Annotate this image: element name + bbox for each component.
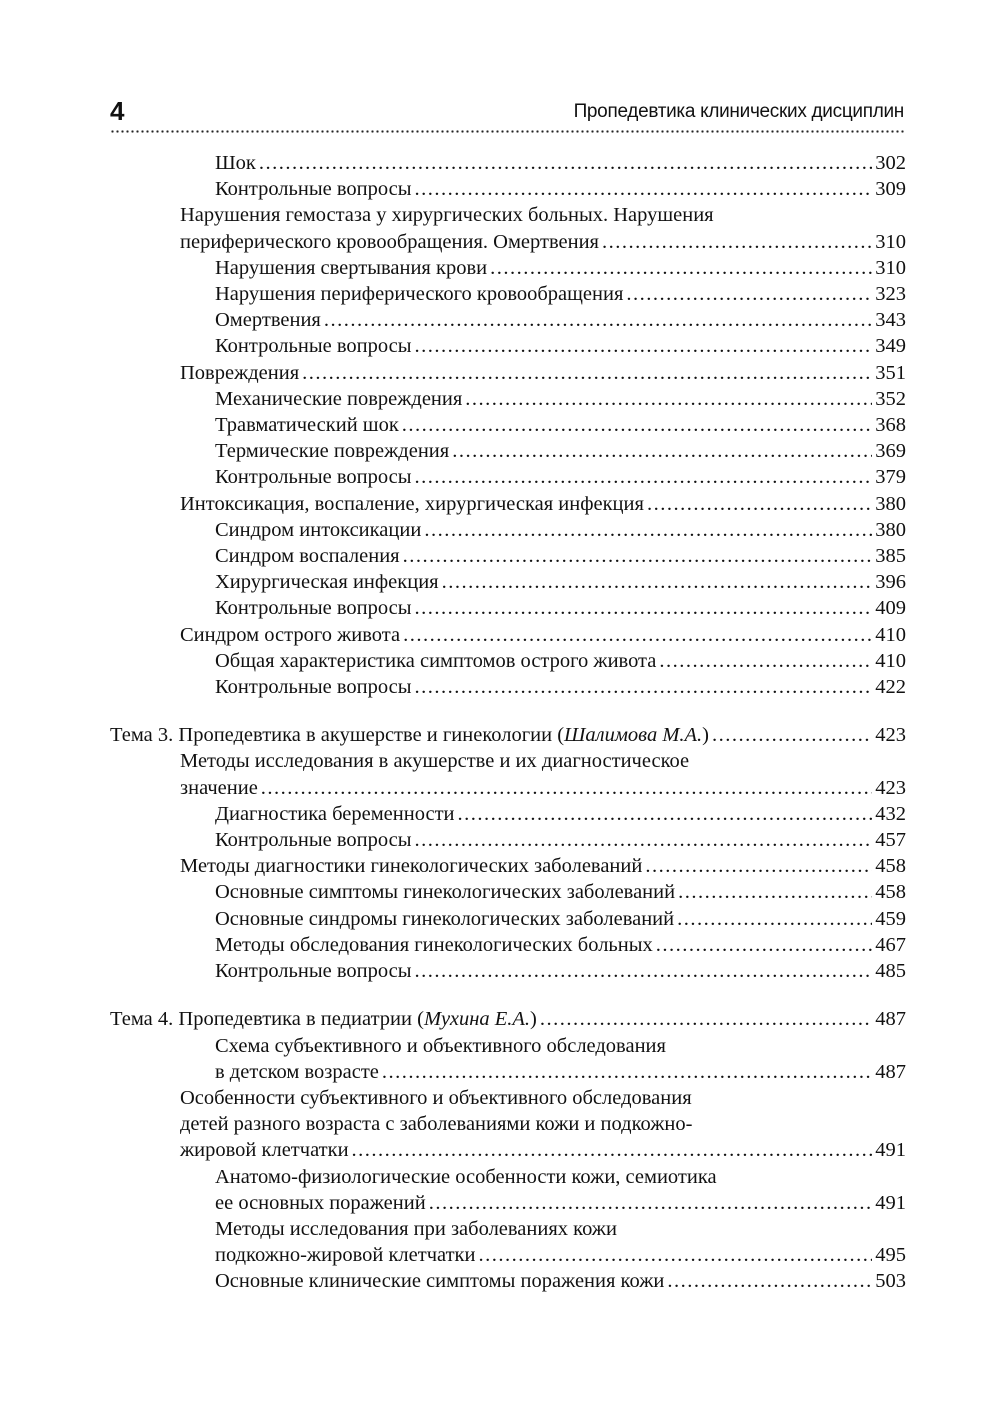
toc-page-number: 410 <box>875 649 906 672</box>
toc-dot-leader <box>415 464 873 490</box>
toc-dot-leader <box>667 1268 872 1294</box>
toc-entry-last-line <box>180 775 906 801</box>
toc-entry-line <box>180 1111 906 1137</box>
toc-entry-last-line <box>215 595 906 621</box>
toc-page-number: 487 <box>875 1008 906 1031</box>
toc-entry-title: Основные синдромы гинекологических заболеваний <box>215 907 675 930</box>
toc-page-number: 491 <box>875 1191 906 1214</box>
toc-entry-last-line <box>180 622 906 648</box>
toc-entry[interactable] <box>110 1033 906 1085</box>
toc-entry-title: Омертвения <box>215 309 321 332</box>
toc-entry[interactable] <box>110 853 906 879</box>
toc-entry-title: Особенности субъективного и объективного обследования <box>180 1086 692 1109</box>
toc-entry-last-line <box>215 879 906 905</box>
toc-dot-leader <box>659 648 872 674</box>
toc-page-number: 503 <box>875 1270 906 1293</box>
toc-entry[interactable] <box>110 879 906 905</box>
toc-page-number: 409 <box>875 597 906 620</box>
toc-entry-title: Контрольные вопросы <box>215 829 412 852</box>
toc-entry[interactable] <box>110 281 906 307</box>
toc-page-number: 487 <box>875 1060 906 1083</box>
toc-page-number: 368 <box>875 414 906 437</box>
toc-entry-last-line <box>215 674 906 700</box>
toc-entry-last-line <box>215 648 906 674</box>
toc-entry[interactable] <box>110 360 906 386</box>
toc-entry-title: Хирургическая инфекция <box>215 571 439 594</box>
toc-entry-title: Тема 4. Пропедевтика в педиатрии ( <box>110 1008 424 1031</box>
toc-dot-leader <box>424 517 872 543</box>
toc-entry-last-line <box>215 1190 906 1216</box>
toc-entry-last-line <box>215 543 906 569</box>
toc-entry-title: значение <box>180 776 258 799</box>
toc-entry-title-end: ) <box>530 1008 537 1031</box>
toc-page-number: 423 <box>875 724 906 747</box>
toc-entry-last-line <box>110 722 906 748</box>
toc-entry-author: Шалимова М.А. <box>564 724 703 747</box>
toc-dot-leader <box>402 412 872 438</box>
table-of-contents <box>110 150 906 1295</box>
toc-dot-leader <box>656 932 872 958</box>
toc-entry-line <box>180 1085 906 1111</box>
toc-dot-leader <box>458 801 873 827</box>
toc-page-number: 422 <box>875 676 906 699</box>
toc-entry[interactable] <box>110 622 906 648</box>
toc-page-number: 457 <box>875 829 906 852</box>
toc-entry-title: Методы диагностики гинекологических заболеваний <box>180 855 643 878</box>
toc-page-number: 351 <box>875 361 906 384</box>
toc-entry[interactable] <box>110 932 906 958</box>
toc-entry[interactable] <box>110 906 906 932</box>
toc-page-number: 491 <box>875 1139 906 1162</box>
toc-entry-title: ее основных поражений <box>215 1191 426 1214</box>
toc-page-number: 349 <box>875 335 906 358</box>
toc-entry-last-line <box>215 569 906 595</box>
toc-entry-last-line <box>215 412 906 438</box>
toc-entry[interactable] <box>110 801 906 827</box>
toc-entry-title: Повреждения <box>180 361 300 384</box>
toc-entry-line <box>215 1216 906 1242</box>
toc-dot-leader <box>415 595 873 621</box>
header-dotted-rule <box>110 130 906 133</box>
toc-page-number: 396 <box>875 571 906 594</box>
toc-entry-last-line <box>215 827 906 853</box>
toc-dot-leader <box>712 722 872 748</box>
toc-entry-title: Основные симптомы гинекологических заболеваний <box>215 881 676 904</box>
toc-entry-last-line <box>215 958 906 984</box>
toc-page-number: 458 <box>875 881 906 904</box>
toc-entry[interactable] <box>110 648 906 674</box>
toc-page-number: 310 <box>875 230 906 253</box>
toc-dot-leader <box>259 150 872 176</box>
toc-page-number: 410 <box>875 623 906 646</box>
toc-entry-last-line <box>180 229 906 255</box>
toc-entry-title: Интоксикация, воспаление, хирургическая инфекция <box>180 492 644 515</box>
toc-entry-author: Мухина Е.А. <box>423 1008 531 1031</box>
toc-page-number: 369 <box>875 440 906 463</box>
toc-entry-last-line <box>215 1059 906 1085</box>
toc-entry[interactable] <box>110 386 906 412</box>
toc-dot-leader <box>626 281 872 307</box>
toc-entry-title-end: ) <box>702 724 709 747</box>
toc-dot-leader <box>415 827 873 853</box>
toc-entry[interactable] <box>110 491 906 517</box>
toc-section-gap <box>110 984 906 1006</box>
toc-entry-last-line <box>180 1137 906 1163</box>
toc-entry-title: Схема субъективного и объективного обследования <box>215 1034 666 1057</box>
toc-entry[interactable] <box>110 827 906 853</box>
toc-entry[interactable] <box>110 569 906 595</box>
toc-dot-leader <box>540 1006 872 1032</box>
toc-page-number: 323 <box>875 283 906 306</box>
toc-entry[interactable] <box>110 543 906 569</box>
toc-entry[interactable] <box>110 748 906 800</box>
toc-entry[interactable] <box>110 438 906 464</box>
toc-entry-last-line <box>215 281 906 307</box>
toc-entry-last-line <box>180 360 906 386</box>
toc-entry-title: подкожно-жировой клетчатки <box>215 1244 476 1267</box>
toc-entry-last-line <box>215 307 906 333</box>
toc-entry-last-line <box>215 333 906 359</box>
toc-entry[interactable] <box>110 1085 906 1164</box>
toc-entry[interactable] <box>110 202 906 254</box>
toc-entry-title: детей разного возраста с заболеваниями кожи и подкожно- <box>180 1113 693 1136</box>
toc-page-number: 310 <box>875 256 906 279</box>
toc-entry-line <box>180 202 906 228</box>
toc-entry[interactable] <box>110 595 906 621</box>
toc-entry-title: Тема 3. Пропедевтика в акушерстве и гинекологии ( <box>110 724 565 747</box>
toc-entry-title: Шок <box>215 152 256 174</box>
toc-entry-line <box>215 1164 906 1190</box>
toc-entry-title: Синдром интоксикации <box>215 518 422 541</box>
toc-entry-title: в детском возрасте <box>215 1060 379 1083</box>
toc-entry-last-line <box>215 906 906 932</box>
toc-page-number: 309 <box>875 178 906 201</box>
toc-entry-last-line <box>215 255 906 281</box>
toc-dot-leader <box>678 879 872 905</box>
toc-entry[interactable] <box>110 307 906 333</box>
toc-page-number: 380 <box>875 518 906 541</box>
toc-entry-last-line <box>110 1006 906 1032</box>
toc-dot-leader <box>645 853 872 879</box>
toc-entry-title: Контрольные вопросы <box>215 960 412 983</box>
toc-dot-leader <box>403 622 872 648</box>
toc-dot-leader <box>261 775 872 801</box>
toc-page-number: 385 <box>875 545 906 568</box>
toc-dot-leader <box>382 1059 872 1085</box>
toc-entry[interactable] <box>110 517 906 543</box>
toc-entry[interactable] <box>110 150 906 176</box>
toc-dot-leader <box>324 307 872 333</box>
toc-entry-title: Диагностика беременности <box>215 802 455 825</box>
toc-entry[interactable] <box>110 333 906 359</box>
toc-entry[interactable] <box>110 674 906 700</box>
toc-page-number: 302 <box>875 152 906 174</box>
toc-page-number: 379 <box>875 466 906 489</box>
page-header <box>110 96 906 130</box>
toc-entry-last-line <box>215 1242 906 1268</box>
toc-page-number: 352 <box>875 387 906 410</box>
toc-entry-title: Контрольные вопросы <box>215 597 412 620</box>
toc-entry-title: Анатомо-физиологические особенности кожи, семиотика <box>215 1165 717 1188</box>
toc-entry-title: Механические повреждения <box>215 387 463 410</box>
toc-entry-title: Синдром воспаления <box>215 545 400 568</box>
toc-entry-title: Общая характеристика симптомов острого живота <box>215 649 657 672</box>
toc-entry-last-line <box>215 176 906 202</box>
toc-entry[interactable] <box>110 722 906 748</box>
toc-entry-last-line <box>215 386 906 412</box>
toc-entry-last-line <box>215 438 906 464</box>
toc-entry[interactable] <box>110 1216 906 1268</box>
toc-dot-leader <box>490 255 872 281</box>
toc-page-number: 432 <box>875 802 906 825</box>
toc-entry-title: Синдром острого живота <box>180 623 401 646</box>
toc-entry-last-line <box>215 1268 906 1294</box>
toc-dot-leader <box>465 386 872 412</box>
toc-page-number: 495 <box>875 1244 906 1267</box>
page-number: 4 <box>110 96 125 126</box>
toc-entry-title: Контрольные вопросы <box>215 178 412 201</box>
toc-entry[interactable] <box>110 1268 906 1294</box>
toc-page-number: 467 <box>875 933 906 956</box>
toc-entry-title: Контрольные вопросы <box>215 676 412 699</box>
toc-dot-leader <box>602 229 872 255</box>
toc-entry-title: Контрольные вопросы <box>215 335 412 358</box>
toc-dot-leader <box>429 1190 873 1216</box>
toc-entry[interactable] <box>110 176 906 202</box>
toc-dot-leader <box>415 958 873 984</box>
toc-page-number: 459 <box>875 907 906 930</box>
toc-dot-leader <box>415 176 873 202</box>
toc-entry-last-line <box>180 853 906 879</box>
toc-entry-title: Методы обследования гинекологических больных <box>215 933 653 956</box>
toc-page-number: 485 <box>875 960 906 983</box>
toc-dot-leader <box>442 569 873 595</box>
toc-dot-leader <box>352 1137 873 1163</box>
toc-entry-last-line <box>215 150 906 176</box>
toc-dot-leader <box>478 1242 872 1268</box>
toc-dot-leader <box>647 491 872 517</box>
toc-dot-leader <box>677 906 872 932</box>
toc-page-number: 380 <box>875 492 906 515</box>
toc-entry[interactable] <box>110 1164 906 1216</box>
toc-entry-last-line <box>180 491 906 517</box>
toc-entry-last-line <box>215 801 906 827</box>
toc-dot-leader <box>403 543 873 569</box>
toc-dot-leader <box>302 360 872 386</box>
toc-entry[interactable] <box>110 464 906 490</box>
toc-entry-last-line <box>215 464 906 490</box>
toc-entry-title: Травматический шок <box>215 414 399 437</box>
toc-entry-title: жировой клетчатки <box>180 1139 349 1162</box>
toc-entry-title: Нарушения свертывания крови <box>215 256 488 279</box>
running-title: Пропедевтика клинических дисциплин <box>573 101 904 122</box>
toc-page-number: 458 <box>875 855 906 878</box>
toc-page-number: 343 <box>875 309 906 332</box>
toc-section-gap <box>110 700 906 722</box>
toc-entry-last-line <box>215 517 906 543</box>
toc-entry-last-line <box>215 932 906 958</box>
toc-dot-leader <box>415 333 873 359</box>
toc-entry[interactable] <box>110 412 906 438</box>
toc-entry-title: Термические повреждения <box>215 440 450 463</box>
toc-entry-title: Нарушения гемостаза у хирургических больных. Нарушения <box>180 204 714 227</box>
toc-entry-title: периферического кровообращения. Омертвения <box>180 230 599 253</box>
toc-entry[interactable] <box>110 958 906 984</box>
toc-entry-line <box>180 748 906 774</box>
toc-dot-leader <box>452 438 872 464</box>
toc-page-number: 423 <box>875 776 906 799</box>
toc-entry-title: Методы исследования при заболеваниях кожи <box>215 1217 617 1240</box>
toc-entry[interactable] <box>110 1006 906 1032</box>
toc-entry-title: Нарушения периферического кровообращения <box>215 283 624 306</box>
toc-dot-leader <box>415 674 873 700</box>
toc-entry-title: Методы исследования в акушерстве и их диагностическое <box>180 750 690 773</box>
toc-entry-title: Основные клинические симптомы поражения кожи <box>215 1270 665 1293</box>
toc-entry[interactable] <box>110 255 906 281</box>
toc-entry-line <box>215 1033 906 1059</box>
toc-entry-title: Контрольные вопросы <box>215 466 412 489</box>
